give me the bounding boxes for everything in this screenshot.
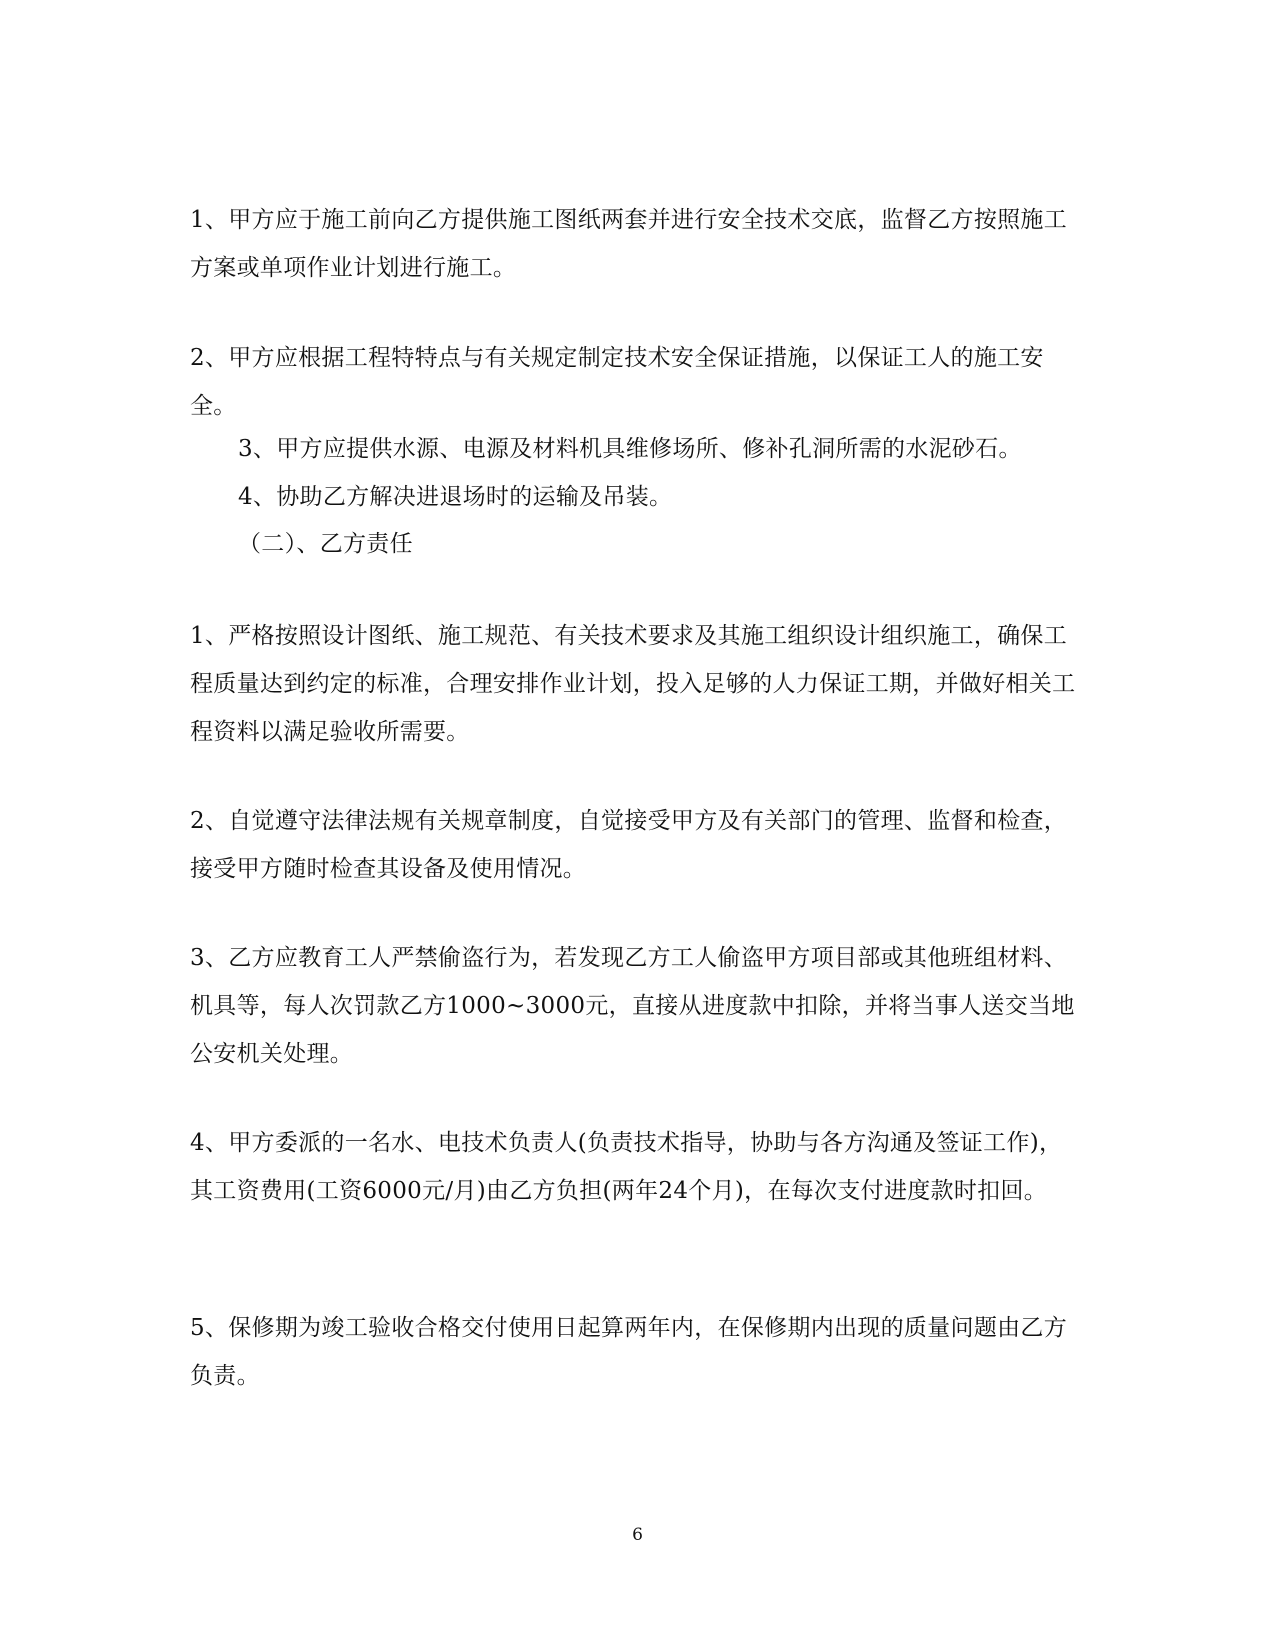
page-number: 6 (632, 1525, 643, 1545)
paragraph-party-a-transport: 4、协助乙方解决进退场时的运输及吊装。 (238, 484, 673, 510)
paragraph-warranty-period: 5、保修期为竣工验收合格交付使用日起算两年内，在保修期内出现的质量问题由乙方负责。 (190, 1315, 1068, 1389)
paragraph-party-a-drawings: 1、甲方应于施工前向乙方提供施工图纸两套并进行安全技术交底，监督乙方按照施工方案或单项作业计划进行施工。 (190, 207, 1068, 281)
paragraph-technical-supervisor-wages: 4、甲方委派的一名水、电技术负责人(负责技术指导，协助与各方沟通及签证工作)，其工资费用(工资6000元/月)由乙方负担(两年24个月)，在每次支付进度款时扣回。 (190, 1130, 1063, 1204)
paragraph-party-a-water-power: 3、甲方应提供水源、电源及材料机具维修场所、修补孔洞所需的水泥砂石。 (238, 436, 1022, 462)
paragraph-party-a-safety-measures: 2、甲方应根据工程特特点与有关规定制定技术安全保证措施，以保证工人的施工安全。 (190, 345, 1044, 419)
section-heading-party-b-responsibility: （二）、乙方责任 (238, 531, 413, 557)
paragraph-party-b-construction-standards: 1、严格按照设计图纸、施工规范、有关技术要求及其施工组织设计组织施工，确保工程质量达到约定的标准，合理安排作业计划，投入足够的人力保证工期，并做好相关工程资料以满足验收所需要。 (190, 623, 1076, 745)
paragraph-party-b-compliance: 2、自觉遵守法律法规有关规章制度，自觉接受甲方及有关部门的管理、监督和检查，接受甲方随时检查其设备及使用情况。 (190, 808, 1068, 882)
paragraph-party-b-theft-penalty: 3、乙方应教育工人严禁偷盗行为，若发现乙方工人偷盗甲方项目部或其他班组材料、机具等，每人次罚款乙方1000~3000元，直接从进度款中扣除，并将当事人送交当地公安机关处理。 (190, 945, 1075, 1067)
